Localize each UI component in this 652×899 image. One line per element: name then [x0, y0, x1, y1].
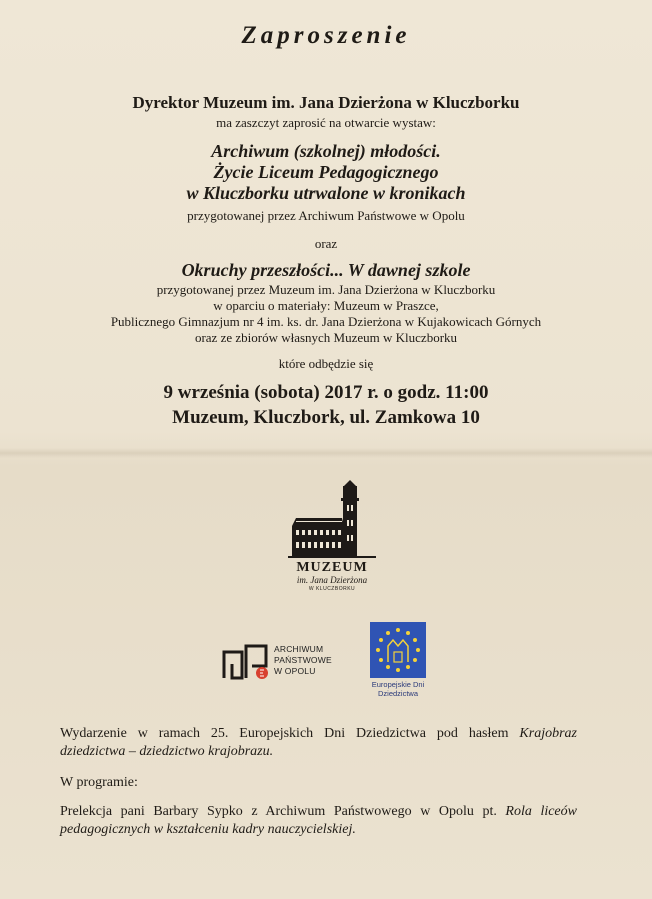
archive-logo-line: ARCHIWUM	[274, 644, 324, 654]
event-info-theme: Krajobraz dziedzictwa – dziedzictwo krajobrazu.	[60, 726, 577, 759]
host-invitation-line: ma zaszczyt zaprosić na otwarcie wystaw:	[216, 115, 436, 130]
exhibit2-detail-line: oraz ze zbiorów własnych Muzeum w Kluczborku	[194, 330, 458, 345]
exhibit2-title: Okruchy przeszłości... W dawnej szkole	[181, 260, 471, 280]
paper-fold	[0, 448, 652, 458]
program-heading: W programie:	[60, 775, 138, 790]
event-info-text: Wydarzenie w ramach 25. Europejskich Dni Dziedzictwa pod hasłem	[60, 726, 509, 741]
archive-logo-text	[274, 644, 332, 677]
program-item-text: Prelekcja pani Barbary Sypko z Archiwum Państwowego w Opolu pt.	[60, 804, 497, 819]
eu-flag-icon	[370, 622, 426, 678]
host-name: Dyrektor Muzeum im. Jana Dzierżona w Kluczborku	[132, 93, 520, 112]
eu-caption-line: Europejskie Dni	[371, 680, 425, 689]
exhibit2-details	[0, 282, 652, 346]
exhibit1-title	[0, 141, 652, 204]
exhibit1-title-line: Archiwum (szkolnej) młodości.	[211, 141, 441, 161]
exhibit2-detail-line: przygotowanej przez Muzeum im. Jana Dzierżona w Kluczborku	[156, 282, 496, 297]
archive-ap-mark-icon	[222, 642, 272, 682]
archive-logo	[222, 640, 362, 688]
museum-logo-place: W KLUCZBORKU	[308, 586, 356, 592]
page-title: Zaproszenie	[241, 22, 411, 49]
program-item-title: Rola liceów pedagogicznych w kształceniu kadry nauczycielskiej.	[60, 804, 577, 837]
eu-heritage-logo	[368, 622, 428, 697]
archive-logo-line: PAŃSTWOWE	[274, 655, 332, 665]
eu-caption-line: Dziedzictwa	[377, 689, 418, 698]
exhibit2-detail-line: Publicznego Gimnazjum nr 4 im. ks. dr. Jana Dzierżona w Kujakowicach Górnych	[110, 314, 542, 329]
event-datetime: 9 września (sobota) 2017 r. o godz. 11:00	[163, 382, 489, 403]
archive-logo-line: W OPOLU	[274, 666, 316, 676]
museum-logo-name: MUZEUM	[296, 560, 368, 575]
exhibit1-prepared-by: przygotowanej przez Archiwum Państwowe w Opolu	[187, 208, 465, 223]
event-info-paragraph	[60, 725, 577, 761]
conjunction: oraz	[314, 236, 338, 251]
exhibit2-detail-line: w oparciu o materiały: Muzeum w Praszce,	[213, 298, 439, 313]
exhibit1-title-line: Życie Liceum Pedagogicznego	[213, 162, 439, 182]
will-take-place: które odbędzie się	[278, 356, 374, 371]
eu-heritage-caption	[368, 680, 428, 698]
museum-logo-subtitle: im. Jana Dzierżona	[296, 575, 368, 585]
museum-logo	[288, 480, 376, 600]
program-item-paragraph	[60, 803, 577, 839]
event-venue: Muzeum, Kluczbork, ul. Zamkowa 10	[172, 407, 480, 428]
museum-building-icon	[288, 480, 376, 570]
exhibit1-title-line: w Kluczborku utrwalone w kronikach	[186, 183, 466, 203]
